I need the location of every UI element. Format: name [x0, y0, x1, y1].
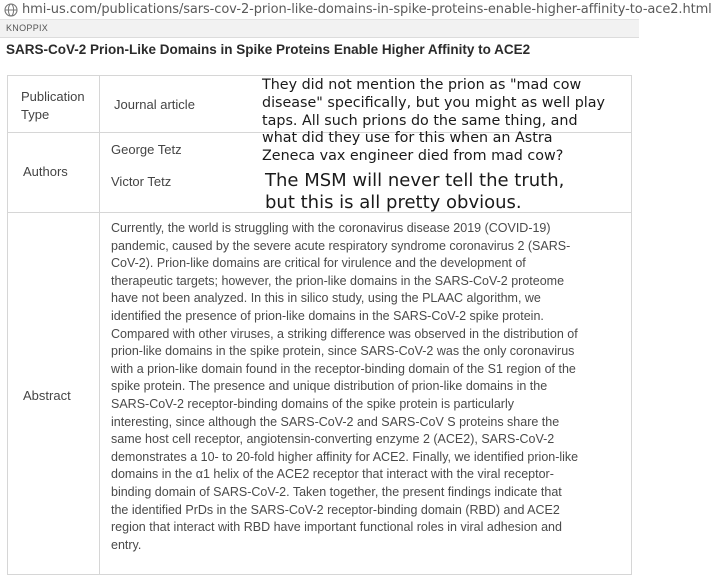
address-bar[interactable]: [0, 0, 712, 20]
column-divider: [99, 76, 100, 574]
authors-label: Authors: [23, 164, 68, 179]
abstract-text: Currently, the world is struggling with the coronavirus disease 2019 (COVID-19) pandemic, caused by the severe acute respiratory syndrome coronavirus 2 (SARS- CoV-2). Prion-like domains are critical for virulence and the development of therapeutic targets; however, the prion-like domains in the SARS-CoV-2 proteome have not been analyzed. In this in silico study, using the PLAAC algorithm, we identified the presence of prion-like domains in the SARS-CoV-2 spike protein. Compared with other viruses, a striking difference was observed in the distribution of prion-like domains in the spike protein, since SARS-CoV-2 was the only coronavirus with a prion-like domain found in the receptor-binding domain of the S1 region of the spike protein. The presence and unique distribution of prion-like domains in the SARS-CoV-2 receptor-binding domains of the spike protein is particularly interesting, since although the SARS-CoV-2 and SARS-CoV S proteins share the same host cell receptor, angiotensin-converting enzyme 2 (ACE2), SARS-CoV-2 demonstrates a 10- to 20-fold higher affinity for ACE2. Finally, we identified prion-like domains in the α1 helix of the ACE2 receptor that interact with the viral receptor- binding domain of SARS-CoV-2. Taken together, the present findings indicate that the identified PrDs in the SARS-CoV-2 receptor-binding domain (RBD) and ACE2 region that interact with RBD have important functional roles in viral adhesion and entry.: [111, 221, 579, 552]
abstract-label: Abstract: [23, 388, 71, 403]
publication-type-value: Journal article: [114, 97, 195, 112]
overlay-statement: The MSM will never tell the truth, but this is all pretty obvious.: [265, 170, 565, 213]
author-link[interactable]: George Tetz: [111, 142, 182, 157]
overlay-comment: They did not mention the prion as "mad cow disease" specifically, but you might as well play taps. All such prions do the same thing, and what did they use for this when an Astra Zeneca vax engineer died from mad cow?: [262, 77, 605, 165]
tab-knoppix[interactable]: KNOPPIX: [6, 23, 49, 33]
publication-type-label: Publication Type: [21, 89, 85, 122]
author-link[interactable]: Victor Tetz: [111, 174, 172, 189]
url-text[interactable]: hmi-us.com/publications/sars-cov-2-prion-like-domains-in-spike-proteins-enable-higher-affinity-to-ace2.html: [22, 2, 712, 17]
globe-icon: [4, 3, 18, 17]
page-title: SARS-CoV-2 Prion-Like Domains in Spike Proteins Enable Higher Affinity to ACE2: [6, 42, 531, 57]
tab-strip: [0, 20, 639, 38]
